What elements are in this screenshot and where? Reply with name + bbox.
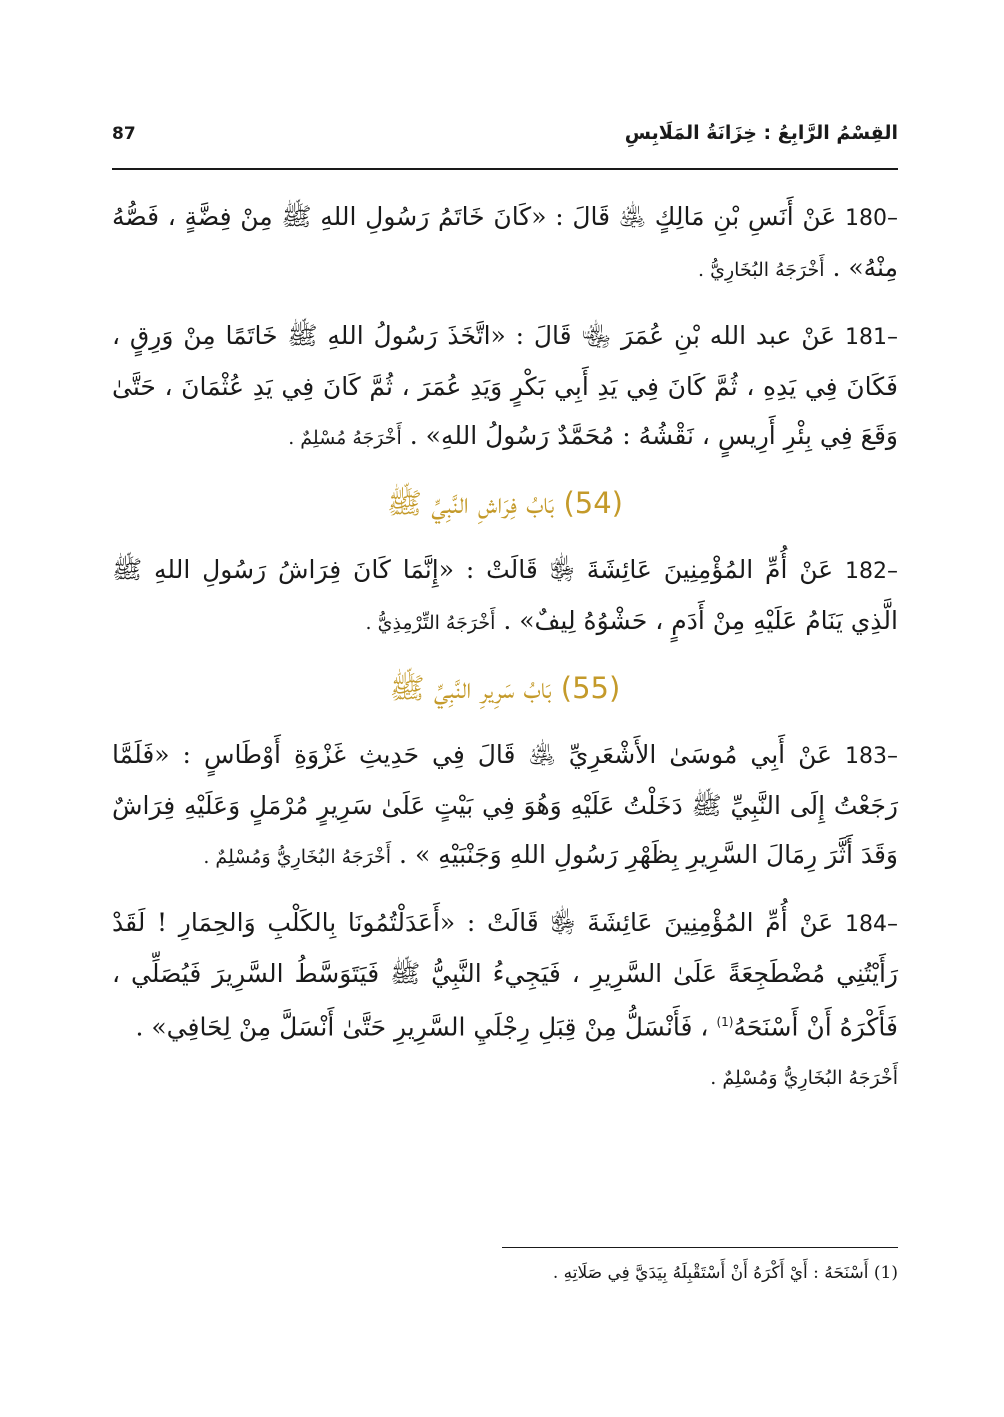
section-title: القِسْمُ الرَّابِعُ : خِزَانَةُ المَلَابِسِ [624,122,898,144]
hadith-source: أَخْرَجَهُ البُخَارِيُّ . [698,259,825,281]
hadith-number: 181– [844,325,898,350]
footnote-divider [502,1247,898,1248]
chapter-heading-54 [112,479,898,527]
hadith-number: 184– [845,912,898,937]
hadith-text: عَنْ أُمِّ المُؤْمِنِينَ عَائِشَةَ ﵂ قَالَتْ : «أَعَدَلْتُمُونَا بِالكَلْبِ وَالحِمَارِ ! لَقَدْ رَأَيْتُنِي مُضْطَجِعَةً عَلَىٰ السَّرِيرِ ، فَيَجِيءُ النَّبِيُّ ﷺ فَيَتَوَسَّطُ السَّرِيرَ فَيُصَلِّي ، فَأَكْرَهُ أَنْ أَسْنَحَهُ [112,908,898,1042]
hadith-181 [112,311,898,463]
hadith-number: 180– [845,206,898,231]
hadith-183 [112,730,898,882]
chapter-title: بَابُ سَرِيرِ النَّبِيِّ ﷺ [389,671,552,705]
footnote [112,1258,898,1288]
hadith-text-continued: ، فَأَنْسَلُّ مِنْ قِبَلِ رِجْلَيِ السَّرِيرِ حَتَّىٰ أَنْسَلَّ مِنْ لِحَافِي» . [135,1012,717,1042]
hadith-text: عَنْ أُمِّ المُؤْمِنِينَ عَائِشَةَ ﵂ قَالَتْ : «إِنَّمَا كَانَ فِرَاشُ رَسُولِ اللهِ ﷺ الَّذِي يَنَامُ عَلَيْهِ مِنْ أَدَمٍ ، حَشْوُهُ لِيفٌ» . [112,555,898,635]
hadith-text: عَنْ أَبِي مُوسَىٰ الأَشْعَرِيِّ ﵁ قَالَ فِي حَدِيثِ غَزْوَةِ أَوْطَاسٍ : «فَلَمَّا رَجَعْتُ إِلَى النَّبِيِّ ﷺ دَخَلْتُ عَلَيْهِ وَهُوَ فِي بَيْتٍ عَلَىٰ سَرِيرٍ مُرْمَلٍ وَعَلَيْهِ فِرَاشٌ وَقَدَ أَثَّرَ رِمَالَ السَّرِيرِ بِظَهْرِ رَسُولِ اللهِ وَجَنْبَيْهِ » . [112,740,898,869]
footnote-text: أَسْنَحَهُ : أَيْ أَكْرَهُ أَنْ أَسْتَقْبِلَهُ بِيَدَيَّ فِي صَلَاتِهِ . [552,1263,869,1283]
hadith-number: 182– [845,559,898,584]
hadith-text: عَنْ أَنَسِ بْنِ مَالِكٍ ﵁ قَالَ : «كَانَ خَاتَمُ رَسُولِ اللهِ ﷺ مِنْ فِضَّةٍ ، فَصُّهُ مِنْهُ» . [112,202,898,282]
page-number: 87 [112,124,136,144]
header-divider [112,168,898,170]
chapter-title: بَابُ فِرَاشِ النَّبِيِّ ﷺ [387,486,555,520]
chapter-number: (54) [563,486,623,520]
hadith-source: أَخْرَجَهُ البُخَارِيُّ وَمُسْلِمٌ . [203,846,392,868]
running-header [112,118,898,158]
hadith-184 [112,898,898,1103]
chapter-heading-55 [112,664,898,712]
footnote-reference[interactable]: (1) [716,1015,734,1029]
hadith-180 [112,192,898,295]
hadith-182 [112,545,898,648]
hadith-number: 183– [845,744,898,769]
main-text [112,192,898,1119]
footnote-number: (1) [873,1263,898,1283]
hadith-source: أَخْرَجَهُ مُسْلِمٌ . [288,427,402,449]
hadith-source: أَخْرَجَهُ التِّرْمِذِيُّ . [365,612,496,634]
chapter-number: (55) [560,671,621,705]
hadith-source: أَخْرَجَهُ البُخَارِيُّ وَمُسْلِمٌ . [710,1067,898,1090]
hadith-text: عَنْ عبد الله بْنِ عُمَرَ ﵄ قَالَ : «اتَّخَذَ رَسُولُ اللهِ ﷺ خَاتَمًا مِنْ وَرِقٍ ، فَكَانَ فِي يَدِهِ ، ثُمَّ كَانَ فِي يَدِ أَبِي بَكْرٍ وَيَدِ عُمَرَ ، ثُمَّ كَانَ فِي يَدِ عُثْمَانَ ، حَتَّىٰ وَقَعَ فِي بِئْرِ أَرِيسٍ ، نَقْشُهُ : مُحَمَّدٌ رَسُولُ اللهِ» . [112,321,898,450]
